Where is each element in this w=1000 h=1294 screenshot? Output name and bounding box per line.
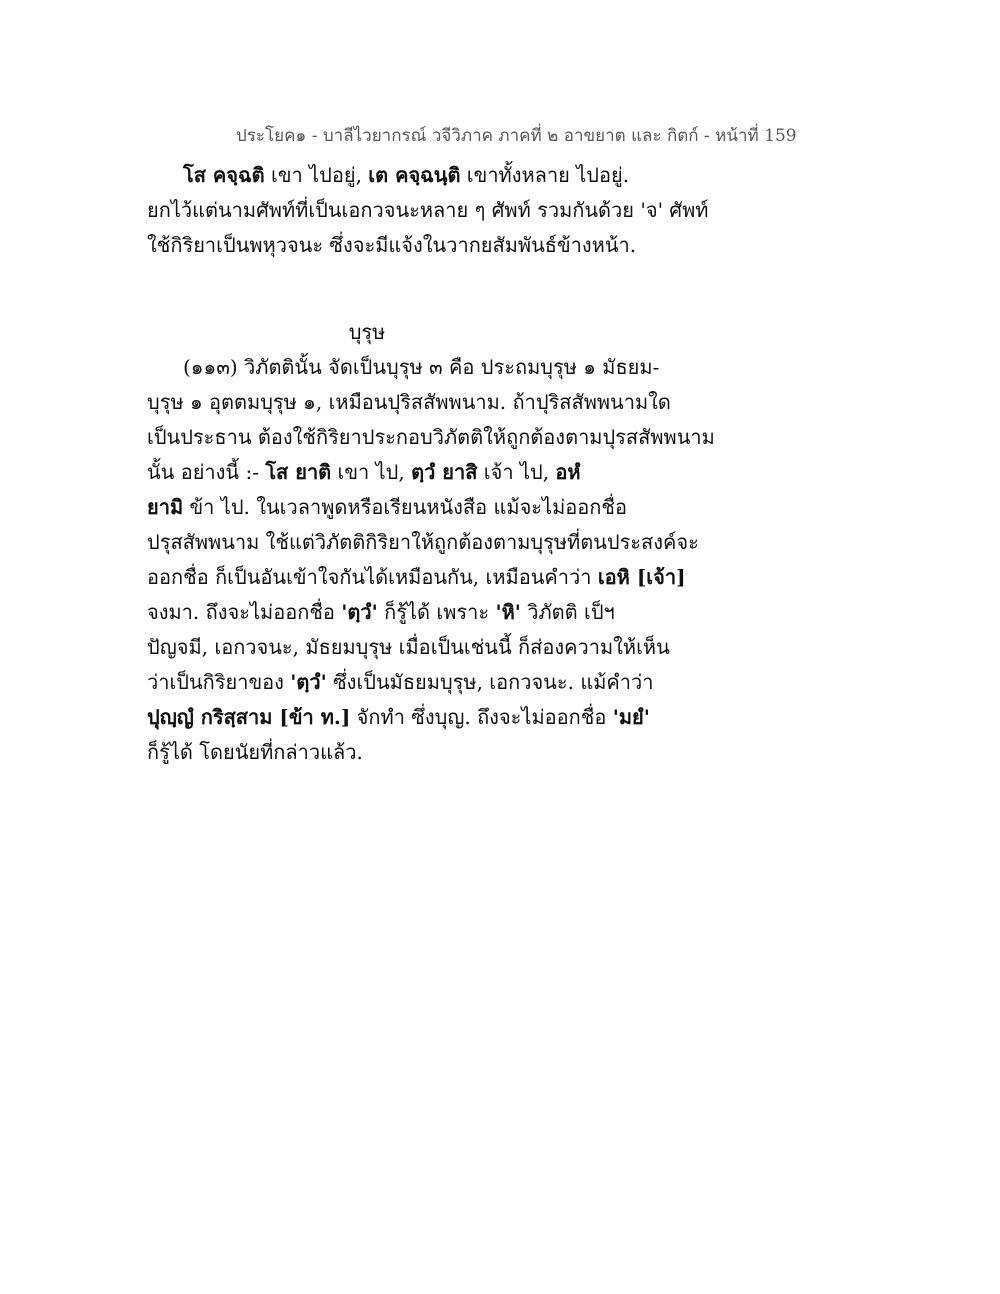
pali-term: อหํ	[555, 460, 581, 484]
body-text-span: ข้า ไป. ในเวลาพูดหรือเรียนหนังสือ แม้จะไม่ออกชื่อ	[183, 495, 627, 519]
gloss-text: เขา ไป,	[331, 460, 412, 484]
spacer	[147, 263, 707, 315]
body-text	[147, 158, 715, 770]
pali-term: โส ยาติ	[265, 460, 332, 484]
paragraph-1-line-2: ยกไว้แต่นามศัพท์ที่เป็นเอกวจนะหลาย ๆ ศัพท์ รวมกันด้วย 'จ' ศัพท์	[147, 198, 709, 222]
gloss-text: เขา ไปอยู่,	[264, 163, 369, 187]
pali-term: ยามิ	[147, 495, 184, 519]
paragraph-2-line-5	[147, 490, 707, 525]
paragraph-2-line-9: ปัญจมี, เอกวจนะ, มัธยมบุรุษ เมื่อเป็นเช่นนี้ ก็ส่องความให้เห็น	[147, 635, 670, 659]
paragraph-2-line-4	[147, 455, 707, 490]
paragraph-2-line-6: ปรุสสัพพนาม ใช้แต่วิภัตติกิริยาให้ถูกต้องตามบุรุษที่ตนประสงค์จะ	[147, 530, 699, 554]
pali-term: 'หิ'	[495, 600, 521, 624]
running-header: ประโยค๑ - บาลีไวยากรณ์ วจีวิภาค ภาคที่ ๒ อาขยาต และ กิตก์ - หน้าที่ 159	[236, 126, 797, 146]
body-text-span: ออกชื่อ ก็เป็นอันเข้าใจกันได้เหมือนกัน, เหมือนคำว่า	[147, 565, 598, 589]
paragraph-1-line-3: ใช้กิริยาเป็นพหุวจนะ ซึ่งจะมีแจ้งในวากยสัมพันธ์ข้างหน้า.	[147, 233, 637, 257]
paragraph-1-line-1	[147, 158, 707, 193]
pali-term: เอหิ [เจ้า]	[597, 565, 686, 589]
body-text-span: จงมา. ถึงจะไม่ออกชื่อ	[147, 600, 342, 624]
paragraph-2-line-8	[147, 595, 707, 630]
pali-term: เต คจฺฉนฺติ	[368, 163, 461, 187]
paragraph-2-line-10	[147, 665, 707, 700]
gloss-text: เขาทั้งหลาย ไปอยู่.	[460, 163, 630, 187]
section-heading: บุรุษ	[348, 320, 386, 344]
body-text-span: วิภัตติ เป็ฯ	[520, 600, 615, 624]
body-text-span: นั้น อย่างนี้ :-	[147, 460, 266, 484]
gloss-text: เจ้า ไป,	[477, 460, 556, 484]
paragraph-2-line-2: บุรุษ ๑ อุตตมบุรุษ ๑, เหมือนปุริสสัพพนาม. ถ้าปุริสสัพพนามใด	[147, 390, 671, 414]
pali-term: 'ตฺวํ'	[341, 600, 378, 624]
paragraph-2-line-12: ก็รู้ได้ โดยนัยที่กล่าวแล้ว.	[147, 740, 363, 764]
body-text-span: ว่าเป็นกิริยาของ	[147, 670, 291, 694]
paragraph-2-line-11	[147, 700, 707, 735]
body-text-span: ก็รู้ได้ เพราะ	[377, 600, 496, 624]
pali-term: 'มยํ'	[612, 705, 650, 729]
paragraph-2-line-1: (๑๑๓) วิภัตตินั้น จัดเป็นบุรุษ ๓ คือ ประถมบุรุษ ๑ มัธยม-	[183, 355, 660, 379]
pali-term: โส คจฺฉติ	[183, 163, 265, 187]
pali-term: ปุญฺญํ กริสฺสาม [ข้า ท.]	[147, 705, 351, 729]
paragraph-2-line-7	[147, 560, 707, 595]
body-text-span: จักทำ ซึ่งบุญ. ถึงจะไม่ออกชื่อ	[350, 705, 613, 729]
paragraph-2-line-3: เป็นประธาน ต้องใช้กิริยาประกอบวิภัตติให้ถูกต้องตามปุรสสัพพนาม	[147, 425, 715, 449]
pali-term: ตฺวํ ยาสิ	[411, 460, 478, 484]
body-text-span: ซึ่งเป็นมัธยมบุรุษ, เอกวจนะ. แม้คำว่า	[326, 670, 654, 694]
pali-term: 'ตฺวํ'	[290, 670, 327, 694]
